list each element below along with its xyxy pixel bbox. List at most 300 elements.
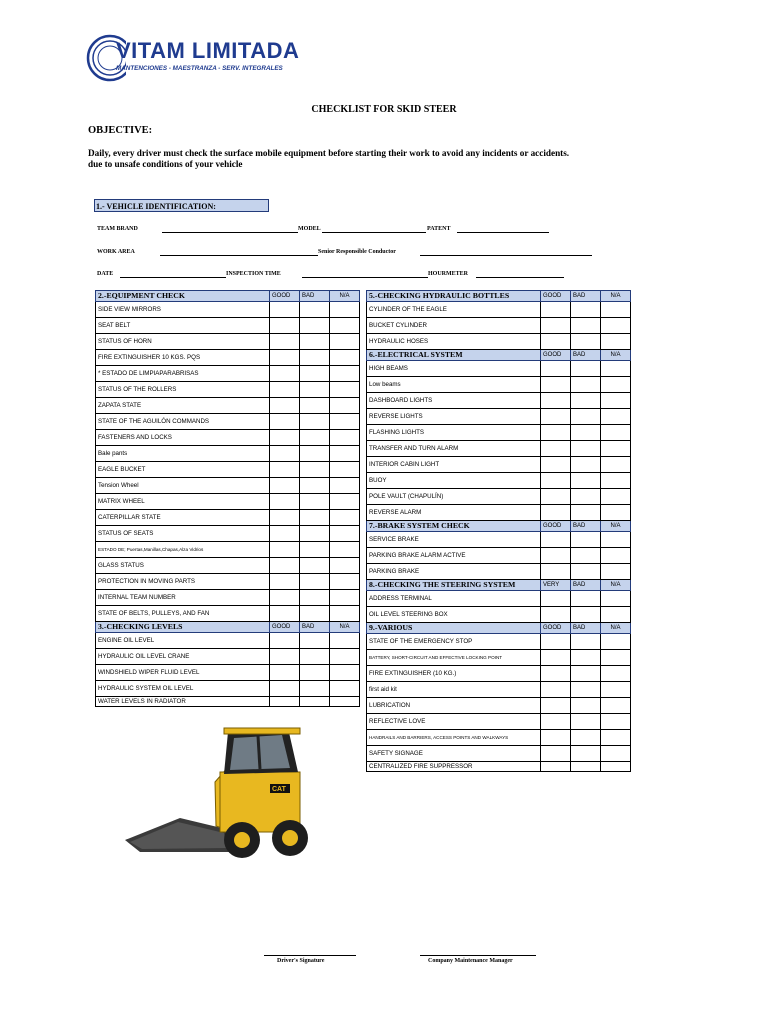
objective-text	[88, 148, 648, 170]
column-header: GOOD	[541, 350, 571, 361]
checklist-item-label: CYLINDER OF THE EAGLE	[367, 302, 541, 318]
company-logo	[86, 32, 300, 84]
check-cell-na[interactable]	[330, 366, 360, 382]
checklist-row	[96, 318, 360, 334]
check-cell-good[interactable]	[270, 366, 300, 382]
check-cell-bad[interactable]	[300, 318, 330, 334]
check-cell-bad[interactable]	[571, 746, 601, 762]
checklist-item-label: WINDSHIELD WIPER FLUID LEVEL	[96, 665, 270, 681]
check-cell-na[interactable]	[330, 558, 360, 574]
checklist-row	[367, 607, 631, 623]
check-cell-bad[interactable]	[300, 334, 330, 350]
check-cell-good[interactable]	[541, 409, 571, 425]
objective-label: OBJECTIVE:	[88, 125, 153, 136]
check-cell-na[interactable]	[330, 681, 360, 697]
checklist-item-label: FIRE EXTINGUISHER (10 KG.)	[367, 666, 541, 682]
column-header: BAD	[300, 622, 330, 633]
check-cell-bad[interactable]	[300, 430, 330, 446]
check-cell-good[interactable]	[270, 414, 300, 430]
check-cell-na[interactable]	[601, 607, 631, 623]
check-cell-na[interactable]	[330, 665, 360, 681]
checklist-row	[367, 564, 631, 580]
check-cell-bad[interactable]	[571, 698, 601, 714]
check-cell-good[interactable]	[270, 510, 300, 526]
checklist-item-label: ZAPATA STATE	[96, 398, 270, 414]
checklist-row	[367, 532, 631, 548]
checklist-item-label: GLASS STATUS	[96, 558, 270, 574]
check-cell-bad[interactable]	[300, 697, 330, 707]
check-cell-na[interactable]	[601, 682, 631, 698]
check-cell-bad[interactable]	[571, 361, 601, 377]
check-cell-na[interactable]	[330, 697, 360, 707]
checklist-item-label: LUBRICATION	[367, 698, 541, 714]
check-cell-good[interactable]	[270, 697, 300, 707]
section-header-equipment	[96, 291, 360, 302]
checklist-row	[367, 409, 631, 425]
check-cell-bad[interactable]	[300, 446, 330, 462]
senior-conductor-label: Senior Responsible Conductor	[318, 249, 396, 255]
checklist-row	[96, 414, 360, 430]
check-cell-na[interactable]	[330, 542, 360, 558]
check-cell-na[interactable]	[330, 302, 360, 318]
check-cell-na[interactable]	[601, 361, 631, 377]
checklist-row	[367, 591, 631, 607]
check-cell-good[interactable]	[270, 649, 300, 665]
checklist-item-label: HYDRAULIC SYSTEM OIL LEVEL	[96, 681, 270, 697]
check-cell-bad[interactable]	[300, 665, 330, 681]
checklist-row	[367, 682, 631, 698]
check-cell-bad[interactable]	[571, 682, 601, 698]
checklist-item-label: STATE OF THE EMERGENCY STOP	[367, 634, 541, 650]
check-cell-good[interactable]	[541, 532, 571, 548]
check-cell-bad[interactable]	[300, 494, 330, 510]
check-cell-na[interactable]	[601, 730, 631, 746]
check-cell-na[interactable]	[601, 489, 631, 505]
check-cell-na[interactable]	[601, 714, 631, 730]
checklist-item-label: SIDE VIEW MIRRORS	[96, 302, 270, 318]
checklist-item-label: WATER LEVELS IN RADIATOR	[96, 697, 270, 707]
checklist-row	[367, 441, 631, 457]
column-header: BAD	[571, 521, 601, 532]
check-cell-bad[interactable]	[300, 366, 330, 382]
checklist-row	[96, 558, 360, 574]
page-title: CHECKLIST FOR SKID STEER	[311, 104, 457, 115]
checklist-row	[367, 318, 631, 334]
check-cell-na[interactable]	[330, 633, 360, 649]
column-header: N/A	[330, 622, 360, 633]
check-cell-na[interactable]	[330, 478, 360, 494]
checklist-item-label: ADDRESS TERMINAL	[367, 591, 541, 607]
check-cell-good[interactable]	[270, 382, 300, 398]
check-cell-bad[interactable]	[571, 441, 601, 457]
check-cell-na[interactable]	[601, 457, 631, 473]
checklist-item-label: SERVICE BRAKE	[367, 532, 541, 548]
check-cell-bad[interactable]	[571, 634, 601, 650]
check-cell-na[interactable]	[601, 409, 631, 425]
check-cell-good[interactable]	[270, 318, 300, 334]
section-header-levels	[96, 622, 360, 633]
check-cell-na[interactable]	[601, 564, 631, 580]
column-header: N/A	[601, 521, 631, 532]
check-cell-bad[interactable]	[300, 574, 330, 590]
check-cell-na[interactable]	[601, 318, 631, 334]
checklist-row	[367, 489, 631, 505]
team-brand-line[interactable]	[162, 232, 298, 233]
check-cell-bad[interactable]	[571, 730, 601, 746]
section-header-electrical	[367, 350, 631, 361]
model-label: MODEL	[298, 226, 321, 232]
check-cell-bad[interactable]	[571, 302, 601, 318]
check-cell-bad[interactable]	[300, 462, 330, 478]
check-cell-good[interactable]	[541, 334, 571, 350]
check-cell-na[interactable]	[330, 574, 360, 590]
checklist-item-label: HYDRAULIC HOSES	[367, 334, 541, 350]
check-cell-good[interactable]	[270, 574, 300, 590]
logo-tagline: MANTENCIONES - MAESTRANZA - SERV. INTEGRALES	[116, 65, 283, 72]
check-cell-bad[interactable]	[571, 457, 601, 473]
section-title: 8.-CHECKING THE STEERING SYSTEM	[367, 580, 541, 591]
check-cell-good[interactable]	[541, 666, 571, 682]
check-cell-good[interactable]	[541, 489, 571, 505]
checklist-row	[96, 697, 360, 707]
check-cell-bad[interactable]	[571, 548, 601, 564]
checklist-row	[367, 730, 631, 746]
check-cell-good[interactable]	[270, 398, 300, 414]
check-cell-na[interactable]	[330, 414, 360, 430]
check-cell-good[interactable]	[270, 558, 300, 574]
equipment-checklist-table	[95, 290, 360, 707]
checklist-row	[367, 548, 631, 564]
check-cell-good[interactable]	[541, 473, 571, 489]
checklist-row	[96, 665, 360, 681]
check-cell-na[interactable]	[330, 526, 360, 542]
check-cell-na[interactable]	[601, 441, 631, 457]
checklist-item-label: Bale pants	[96, 446, 270, 462]
check-cell-na[interactable]	[601, 548, 631, 564]
check-cell-good[interactable]	[541, 591, 571, 607]
check-cell-good[interactable]	[270, 334, 300, 350]
checklist-item-label: BUCKET CYLINDER	[367, 318, 541, 334]
check-cell-bad[interactable]	[571, 393, 601, 409]
checklist-item-label: REVERSE ALARM	[367, 505, 541, 521]
check-cell-na[interactable]	[330, 606, 360, 622]
check-cell-bad[interactable]	[300, 382, 330, 398]
check-cell-good[interactable]	[270, 633, 300, 649]
checklist-row	[96, 382, 360, 398]
check-cell-na[interactable]	[330, 462, 360, 478]
checklist-item-label: TRANSFER AND TURN ALARM	[367, 441, 541, 457]
check-cell-good[interactable]	[541, 746, 571, 762]
column-header: N/A	[601, 291, 631, 302]
patent-label: PATENT	[427, 226, 451, 232]
check-cell-na[interactable]	[601, 377, 631, 393]
check-cell-good[interactable]	[541, 302, 571, 318]
checklist-row	[96, 590, 360, 606]
checklist-item-label: PROTECTION IN MOVING PARTS	[96, 574, 270, 590]
patent-line[interactable]	[457, 232, 549, 233]
checklist-item-label: EAGLE BUCKET	[96, 462, 270, 478]
column-header: BAD	[300, 291, 330, 302]
check-cell-na[interactable]	[601, 393, 631, 409]
check-cell-na[interactable]	[601, 591, 631, 607]
section-header-brake	[367, 521, 631, 532]
checklist-item-label: SAFETY SIGNAGE	[367, 746, 541, 762]
check-cell-bad[interactable]	[300, 542, 330, 558]
checklist-item-label: STATE OF BELTS, PULLEYS, AND FAN	[96, 606, 270, 622]
checklist-row	[96, 510, 360, 526]
check-cell-good[interactable]	[270, 665, 300, 681]
checklist-item-label: FASTENERS AND LOCKS	[96, 430, 270, 446]
objective-line-2: due to unsafe conditions of your vehicle	[88, 159, 243, 169]
date-line[interactable]	[120, 277, 226, 278]
check-cell-na[interactable]	[330, 350, 360, 366]
section-title: 2.-EQUIPMENT CHECK	[96, 291, 270, 302]
check-cell-bad[interactable]	[571, 489, 601, 505]
check-cell-bad[interactable]	[300, 606, 330, 622]
section-header-various	[367, 623, 631, 634]
inspection-time-line[interactable]	[302, 277, 428, 278]
checklist-item-label: MATRIX WHEEL	[96, 494, 270, 510]
check-cell-good[interactable]	[541, 607, 571, 623]
vehicle-identification-heading: 1.- VEHICLE IDENTIFICATION:	[94, 199, 269, 212]
check-cell-good[interactable]	[270, 430, 300, 446]
work-area-line[interactable]	[160, 255, 318, 256]
hourmeter-line[interactable]	[476, 277, 564, 278]
check-cell-bad[interactable]	[571, 505, 601, 521]
checklist-item-label: ESTADO DE; Puertas,Manillas,Chapas,Alza Vidrios	[96, 542, 270, 558]
column-header: GOOD	[541, 521, 571, 532]
checklist-item-label: INTERIOR CABIN LIGHT	[367, 457, 541, 473]
check-cell-bad[interactable]	[571, 532, 601, 548]
check-cell-na[interactable]	[330, 649, 360, 665]
checklist-item-label: CENTRALIZED FIRE SUPPRESSOR	[367, 762, 541, 772]
section-title: 3.-CHECKING LEVELS	[96, 622, 270, 633]
senior-conductor-line[interactable]	[420, 255, 592, 256]
check-cell-good[interactable]	[270, 526, 300, 542]
check-cell-na[interactable]	[601, 746, 631, 762]
systems-checklist-table	[366, 290, 631, 772]
check-cell-good[interactable]	[270, 606, 300, 622]
check-cell-good[interactable]	[270, 350, 300, 366]
check-cell-good[interactable]	[541, 698, 571, 714]
check-cell-good[interactable]	[541, 634, 571, 650]
check-cell-bad[interactable]	[300, 510, 330, 526]
checklist-item-label: STATE OF THE AGUILÓN COMMANDS	[96, 414, 270, 430]
check-cell-good[interactable]	[541, 730, 571, 746]
section-title: 6.-ELECTRICAL SYSTEM	[367, 350, 541, 361]
check-cell-na[interactable]	[601, 334, 631, 350]
model-line[interactable]	[322, 232, 426, 233]
manager-signature-label: Company Maintenance Manager	[428, 958, 513, 964]
logo-name: VITAM LIMITADA	[116, 38, 300, 63]
check-cell-good[interactable]	[541, 441, 571, 457]
check-cell-good[interactable]	[541, 318, 571, 334]
check-cell-na[interactable]	[330, 398, 360, 414]
hourmeter-label: HOURMETER	[428, 271, 469, 277]
svg-text:CAT: CAT	[272, 786, 286, 793]
check-cell-na[interactable]	[601, 532, 631, 548]
check-cell-good[interactable]	[541, 457, 571, 473]
checklist-row	[367, 666, 631, 682]
inspection-time-label: INSPECTION TIME	[226, 271, 281, 277]
checklist-item-label: first aid kit	[367, 682, 541, 698]
checklist-row	[96, 302, 360, 318]
check-cell-bad[interactable]	[571, 666, 601, 682]
check-cell-bad[interactable]	[300, 681, 330, 697]
checklist-row	[367, 746, 631, 762]
check-cell-na[interactable]	[601, 650, 631, 666]
checklist-row	[367, 698, 631, 714]
column-header: BAD	[571, 580, 601, 591]
check-cell-bad[interactable]	[300, 633, 330, 649]
check-cell-na[interactable]	[601, 762, 631, 772]
checklist-item-label: STATUS OF THE ROLLERS	[96, 382, 270, 398]
check-cell-na[interactable]	[330, 334, 360, 350]
checklist-row	[96, 542, 360, 558]
checklist-item-label: SEAT BELT	[96, 318, 270, 334]
check-cell-good[interactable]	[541, 564, 571, 580]
check-cell-good[interactable]	[541, 682, 571, 698]
check-cell-good[interactable]	[541, 377, 571, 393]
checklist-item-label: REFLECTIVE LOVE	[367, 714, 541, 730]
check-cell-na[interactable]	[330, 318, 360, 334]
checklist-row	[367, 425, 631, 441]
check-cell-bad[interactable]	[571, 591, 601, 607]
checklist-row	[96, 606, 360, 622]
check-cell-good[interactable]	[541, 650, 571, 666]
column-header: GOOD	[541, 291, 571, 302]
checklist-item-label: STATUS OF SEATS	[96, 526, 270, 542]
checklist-row	[367, 650, 631, 666]
check-cell-good[interactable]	[541, 548, 571, 564]
check-cell-bad[interactable]	[571, 762, 601, 772]
checklist-item-label: INTERNAL TEAM NUMBER	[96, 590, 270, 606]
column-header: BAD	[571, 623, 601, 634]
objective-line-1: Daily, every driver must check the surface mobile equipment before starting their work to avoid any incidents or accidents.	[88, 148, 570, 158]
check-cell-bad[interactable]	[571, 607, 601, 623]
check-cell-good[interactable]	[541, 425, 571, 441]
checklist-item-label: ENGINE OIL LEVEL	[96, 633, 270, 649]
check-cell-na[interactable]	[330, 590, 360, 606]
check-cell-na[interactable]	[601, 425, 631, 441]
checklist-row	[96, 681, 360, 697]
check-cell-good[interactable]	[270, 446, 300, 462]
check-cell-bad[interactable]	[571, 473, 601, 489]
check-cell-na[interactable]	[330, 446, 360, 462]
check-cell-good[interactable]	[270, 478, 300, 494]
checklist-item-label: HYDRAULIC OIL LEVEL CRANE	[96, 649, 270, 665]
checklist-row	[367, 377, 631, 393]
check-cell-good[interactable]	[541, 361, 571, 377]
column-header: N/A	[330, 291, 360, 302]
check-cell-bad[interactable]	[571, 714, 601, 730]
checklist-row	[96, 334, 360, 350]
manager-signature-line[interactable]	[420, 955, 536, 956]
checklist-item-label: CATERPILLAR STATE	[96, 510, 270, 526]
check-cell-good[interactable]	[270, 462, 300, 478]
check-cell-na[interactable]	[330, 510, 360, 526]
check-cell-na[interactable]	[601, 505, 631, 521]
check-cell-good[interactable]	[270, 590, 300, 606]
checklist-item-label: HANDRAILS AND BARRIERS, ACCESS POINTS AND WALKWAYS	[367, 730, 541, 746]
check-cell-good[interactable]	[270, 542, 300, 558]
checklist-row	[367, 762, 631, 772]
column-header: GOOD	[270, 622, 300, 633]
checklist-item-label: STATUS OF HORN	[96, 334, 270, 350]
checklist-row	[96, 574, 360, 590]
section-header-hydraulic	[367, 291, 631, 302]
check-cell-bad[interactable]	[300, 558, 330, 574]
checklist-row	[367, 334, 631, 350]
check-cell-bad[interactable]	[300, 649, 330, 665]
check-cell-na[interactable]	[330, 382, 360, 398]
check-cell-bad[interactable]	[300, 414, 330, 430]
checklist-item-label: PARKING BRAKE ALARM ACTIVE	[367, 548, 541, 564]
driver-signature-line[interactable]	[264, 955, 356, 956]
checklist-row	[96, 478, 360, 494]
check-cell-bad[interactable]	[571, 334, 601, 350]
section-title: 5.-CHECKING HYDRAULIC BOTTLES	[367, 291, 541, 302]
check-cell-na[interactable]	[330, 494, 360, 510]
check-cell-bad[interactable]	[300, 398, 330, 414]
checklist-item-label: * ESTADO DE LIMPIAPARABRISAS	[96, 366, 270, 382]
check-cell-good[interactable]	[541, 505, 571, 521]
checklist-row	[367, 473, 631, 489]
column-header: VERY	[541, 580, 571, 591]
check-cell-bad[interactable]	[571, 377, 601, 393]
check-cell-na[interactable]	[601, 302, 631, 318]
team-brand-label: TEAM BRAND	[97, 226, 138, 232]
checklist-item-label: FIRE EXTINGUISHER 10 KGS. PQS	[96, 350, 270, 366]
checklist-row	[96, 398, 360, 414]
column-header: N/A	[601, 350, 631, 361]
column-header: GOOD	[270, 291, 300, 302]
checklist-row	[367, 714, 631, 730]
check-cell-bad[interactable]	[300, 526, 330, 542]
check-cell-bad[interactable]	[571, 564, 601, 580]
checklist-row	[96, 446, 360, 462]
checklist-item-label: FLASHING LIGHTS	[367, 425, 541, 441]
check-cell-na[interactable]	[601, 698, 631, 714]
checklist-item-label: REVERSE LIGHTS	[367, 409, 541, 425]
check-cell-bad[interactable]	[571, 318, 601, 334]
check-cell-good[interactable]	[541, 714, 571, 730]
check-cell-na[interactable]	[601, 473, 631, 489]
checklist-item-label: Tension Wheel	[96, 478, 270, 494]
column-header: N/A	[601, 580, 631, 591]
check-cell-good[interactable]	[270, 681, 300, 697]
check-cell-bad[interactable]	[571, 425, 601, 441]
check-cell-bad[interactable]	[571, 650, 601, 666]
check-cell-na[interactable]	[601, 634, 631, 650]
check-cell-bad[interactable]	[571, 409, 601, 425]
check-cell-bad[interactable]	[300, 350, 330, 366]
checklist-row	[96, 350, 360, 366]
checklist-item-label: PARKING BRAKE	[367, 564, 541, 580]
check-cell-good[interactable]	[541, 393, 571, 409]
column-header: GOOD	[541, 623, 571, 634]
check-cell-bad[interactable]	[300, 590, 330, 606]
check-cell-good[interactable]	[270, 302, 300, 318]
check-cell-bad[interactable]	[300, 478, 330, 494]
checklist-row	[96, 366, 360, 382]
check-cell-good[interactable]	[541, 762, 571, 772]
check-cell-bad[interactable]	[300, 302, 330, 318]
check-cell-na[interactable]	[601, 666, 631, 682]
check-cell-good[interactable]	[270, 494, 300, 510]
check-cell-na[interactable]	[330, 430, 360, 446]
section-title: 7.-BRAKE SYSTEM CHECK	[367, 521, 541, 532]
